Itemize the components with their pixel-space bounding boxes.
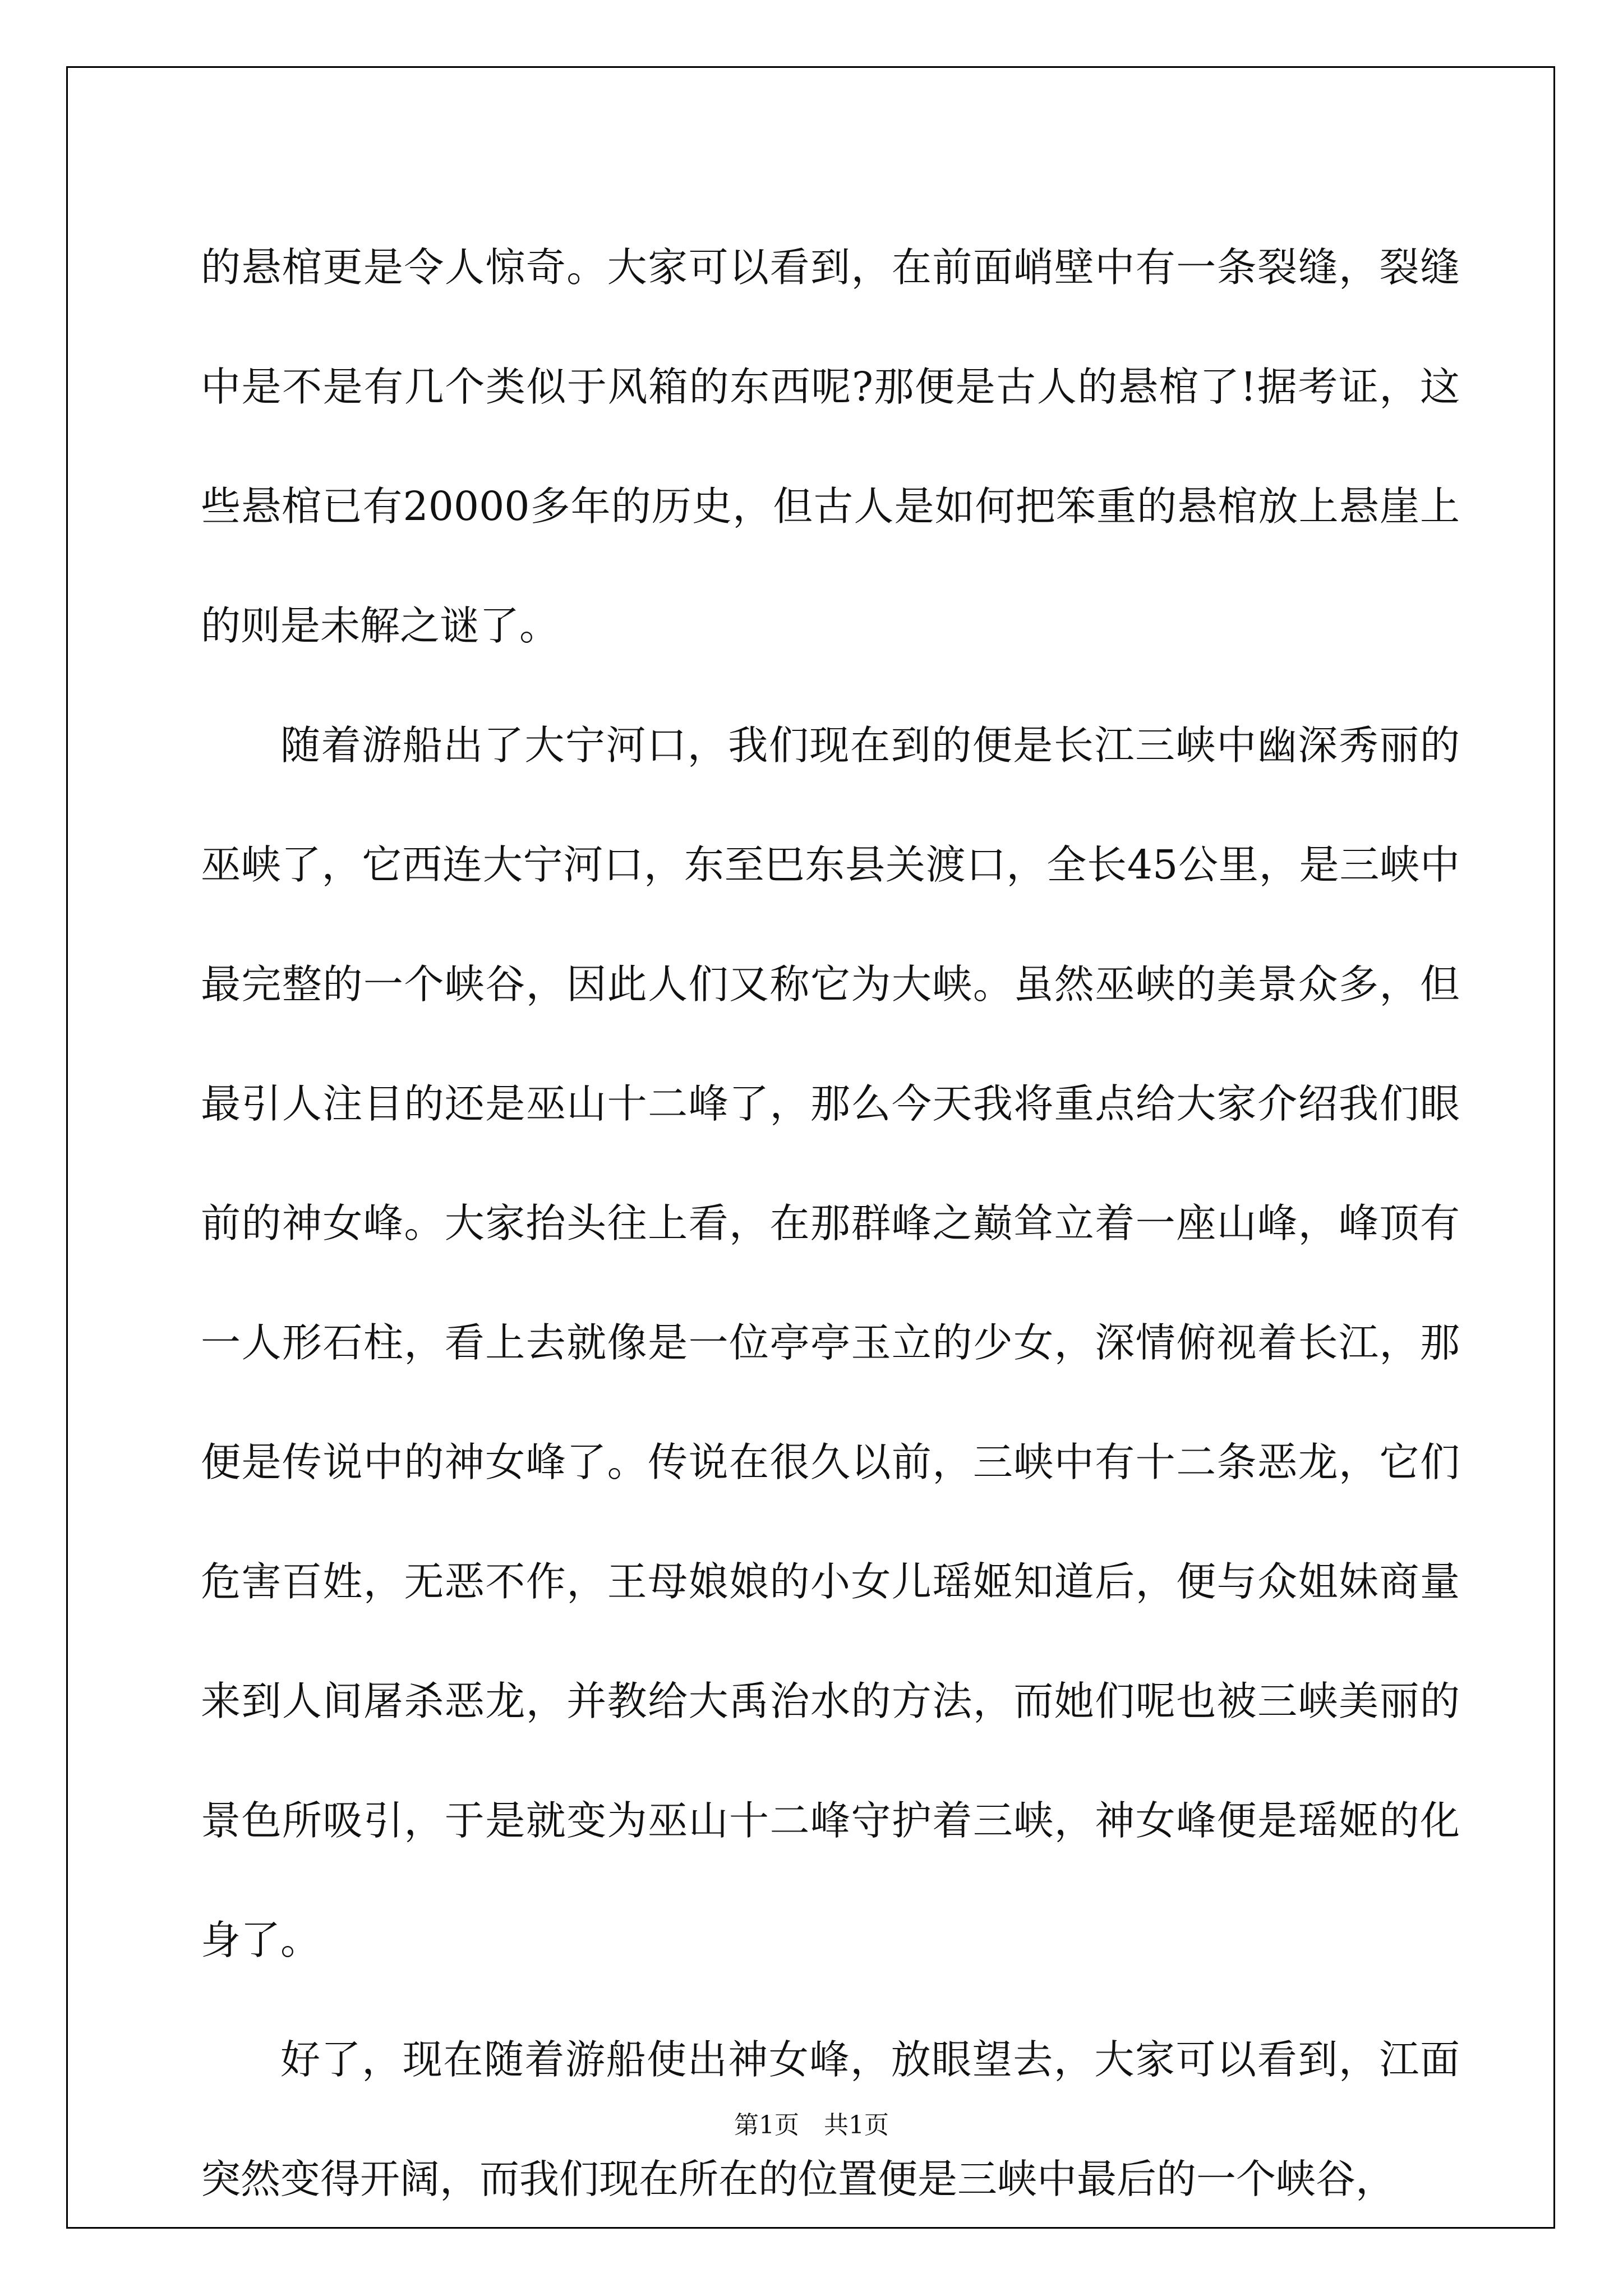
paragraph-3: 好了，现在随着游船使出神女峰，放眼望去，大家可以看到，江面突然变得开阔，而我们现在所在的位置便是三峡中最后的一个峡谷，: [201, 2036, 1460, 2202]
paragraph-2: 随着游船出了大宁河口，我们现在到的便是长江三峡中幽深秀丽的巫峡了，它西连大宁河口，东至巴东县关渡口，全长45公里，是三峡中最完整的一个峡谷，因此人们又称它为大峡。虽然巫峡的美景众多，但最引人注目的还是巫山十二峰了，那么今天我将重点给大家介绍我们眼前的神女峰。大家抬头往上看，在那群峰之巅耸立着一座山峰，峰顶有一人形石柱，看上去就像是一位亭亭玉立的少女，深情俯视着长江，那便是传说中的神女峰了。传说在很久以前，三峡中有十二条恶龙，它们危害百姓，无恶不作，王母娘娘的小女儿瑶姬知道后，便与众姐妹商量来到人间屠杀恶龙，并教给大禹治水的方法，而她们呢也被三峡美丽的景色所吸引，于是就变为巫山十二峰守护着三峡，神女峰便是瑶姬的化身了。: [201, 722, 1460, 1963]
document-body: [201, 208, 1460, 2239]
paragraph-1: 的悬棺更是令人惊奇。大家可以看到，在前面峭壁中有一条裂缝，裂缝中是不是有几个类似于风箱的东西呢?那便是古人的悬棺了!据考证，这些悬棺已有20000多年的历史，但古人是如何把笨重的悬棺放上悬崖上的则是未解之谜了。: [201, 244, 1460, 649]
page-number-footer: 第1页 共1页: [734, 2111, 889, 2139]
